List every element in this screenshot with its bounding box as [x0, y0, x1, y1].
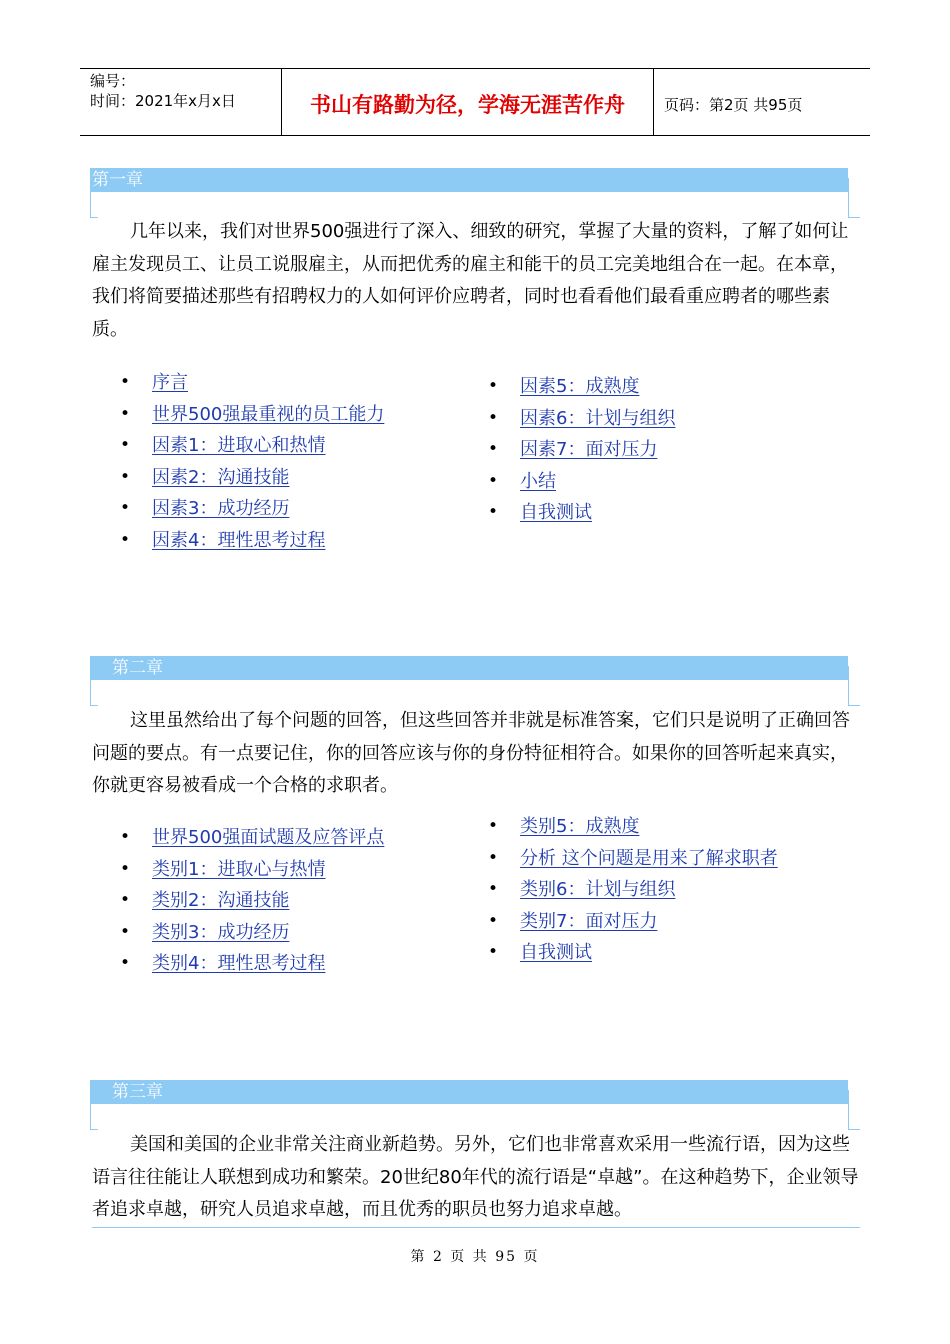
list-item[interactable] [488, 403, 675, 435]
toc-link[interactable]: 类别5：成熟度 [520, 816, 640, 837]
header-motto: 书山有路勤为径，学海无涯苦作舟 [282, 69, 654, 135]
chapter-1-heading [90, 168, 860, 218]
chapter-1-title: 第一章 [90, 168, 848, 192]
toc-link[interactable]: 因素4：理性思考过程 [152, 529, 326, 551]
chapter-2-right-links [488, 811, 778, 969]
toc-link[interactable]: 类别1：进取心与热情 [152, 858, 326, 880]
toc-link[interactable]: 小结 [520, 470, 556, 492]
list-item[interactable] [488, 843, 778, 875]
list-item[interactable] [120, 822, 384, 854]
list-item[interactable] [488, 874, 778, 906]
chapter-2-left-links [120, 822, 384, 980]
page-header [80, 68, 870, 136]
list-item[interactable] [120, 885, 384, 917]
toc-link[interactable]: 类别2：沟通技能 [152, 890, 290, 912]
toc-link[interactable]: 世界500强面试题及应答评点 [152, 827, 385, 848]
toc-link[interactable]: 因素2：沟通技能 [152, 466, 290, 488]
toc-link[interactable]: 自我测试 [520, 942, 592, 964]
toc-link[interactable]: 分析 这个问题是用来了解求职者 [520, 847, 778, 869]
list-item[interactable] [120, 854, 384, 886]
toc-link[interactable]: 类别7：面对压力 [520, 910, 658, 932]
toc-link[interactable]: 类别3：成功经历 [152, 921, 290, 943]
toc-link[interactable]: 因素5：成熟度 [520, 376, 640, 397]
list-item[interactable] [488, 937, 778, 969]
list-item[interactable] [120, 525, 384, 557]
list-item[interactable] [488, 371, 675, 403]
header-meta [80, 69, 282, 135]
header-page-info: 页码：第2页 共95页 [664, 95, 803, 114]
toc-link[interactable]: 因素7：面对压力 [520, 439, 658, 461]
page-footer: 第 2 页 共 95 页 [410, 1249, 540, 1265]
list-item[interactable] [120, 367, 384, 399]
toc-link[interactable]: 因素3：成功经历 [152, 498, 290, 520]
toc-link[interactable]: 类别6：计划与组织 [520, 879, 676, 901]
chapter-3-heading [90, 1080, 860, 1130]
chapter-2-paragraph: 这里虽然给出了每个问题的回答，但这些回答并非就是标准答案，它们只是说明了正确回答问题的要点。有一点要记住，你的回答应该与你的身份特征相符合。如果你的回答听起来真实，你就更容易被看成一个合格的求职者。 [92, 710, 850, 796]
list-item[interactable] [120, 493, 384, 525]
toc-link[interactable]: 序言 [152, 372, 188, 393]
chapter-2-title: 第二章 [90, 656, 848, 680]
toc-link[interactable]: 因素1：进取心和热情 [152, 435, 326, 457]
toc-link[interactable]: 类别4：理性思考过程 [152, 953, 326, 975]
list-item[interactable] [120, 430, 384, 462]
list-item[interactable] [120, 948, 384, 980]
list-item[interactable] [488, 906, 778, 938]
list-item[interactable] [488, 466, 675, 498]
toc-link[interactable]: 世界500强最重视的员工能力 [152, 403, 385, 425]
toc-link[interactable]: 因素6：计划与组织 [520, 407, 676, 429]
divider [92, 1227, 860, 1228]
time-label: 时间：2021年x月x日 [90, 92, 236, 110]
toc-link[interactable]: 自我测试 [520, 502, 592, 524]
chapter-3-paragraph: 美国和美国的企业非常关注商业新趋势。另外，它们也非常喜欢采用一些流行语，因为这些语言往往能让人联想到成功和繁荣。20世纪80年代的流行语是“卓越”。在这种趋势下，企业领导者追求卓越，研究人员追求卓越，而且优秀的职员也努力追求卓越。 [92, 1134, 859, 1220]
list-item[interactable] [120, 462, 384, 494]
number-label: 编号： [90, 72, 136, 90]
chapter-1-left-links [120, 367, 384, 557]
list-item[interactable] [120, 917, 384, 949]
list-item[interactable] [120, 399, 384, 431]
list-item[interactable] [488, 497, 675, 529]
list-item[interactable] [488, 811, 778, 843]
chapter-2-heading [90, 656, 860, 706]
chapter-1-paragraph: 几年以来，我们对世界500强进行了深入、细致的研究，掌握了大量的资料，了解了如何让雇主发现员工、让员工说服雇主，从而把优秀的雇主和能干的员工完美地组合在一起。在本章，我们将简要描述那些有招聘权力的人如何评价应聘者，同时也看看他们最看重应聘者的哪些素质。 [92, 221, 849, 340]
list-item[interactable] [488, 434, 675, 466]
chapter-3-title: 第三章 [90, 1080, 848, 1104]
chapter-1-right-links [488, 371, 675, 529]
